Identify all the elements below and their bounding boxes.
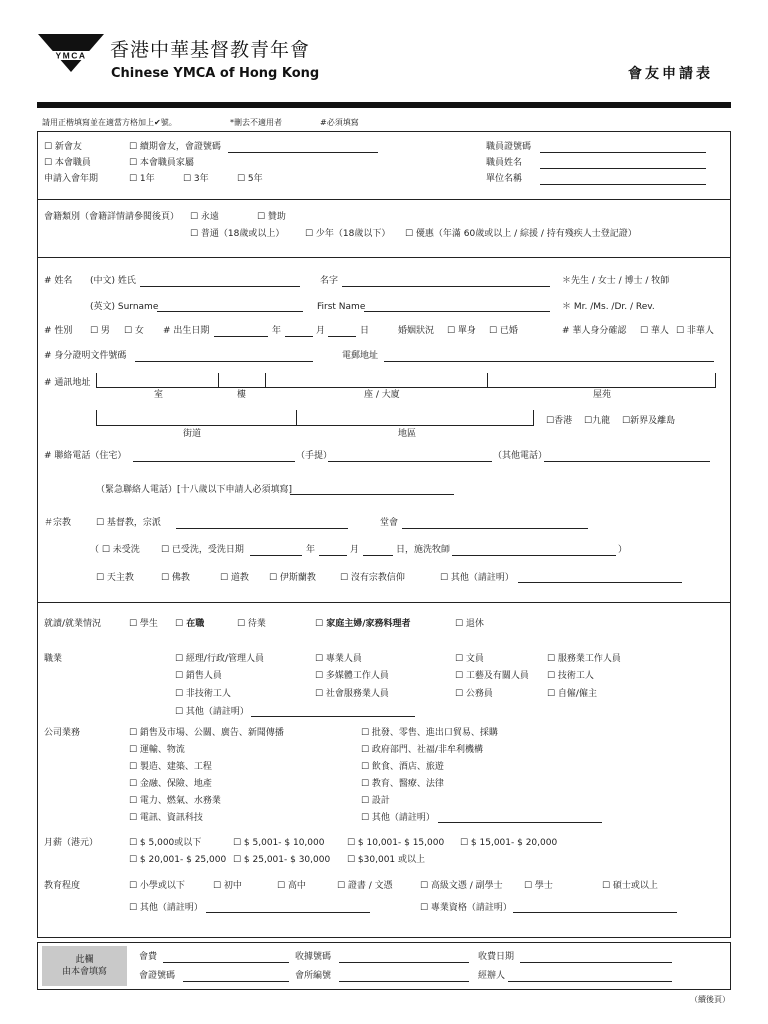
non-chinese-checkbox[interactable]: ☐ 非華人	[676, 326, 714, 336]
year3-checkbox[interactable]: ☐ 3年	[183, 174, 209, 184]
room-label: 室	[154, 390, 164, 400]
salary-option[interactable]: ☐ $ 25,001- $ 30,000	[233, 855, 331, 865]
given-name-cn-field[interactable]	[342, 286, 550, 287]
date-field[interactable]	[520, 962, 672, 963]
job-option[interactable]: ☐ 專業人員	[315, 654, 362, 664]
student-checkbox[interactable]: ☐ 學生	[129, 619, 158, 629]
section-divider	[37, 602, 731, 603]
staff-no-field[interactable]	[540, 152, 706, 153]
staff-name-field[interactable]	[540, 168, 706, 169]
married-checkbox[interactable]: ☐ 已婚	[489, 326, 518, 336]
business-option[interactable]: ☐ 飲食、酒店、旅遊	[361, 762, 444, 772]
org-name-cn: 香港中華基督教青年會	[110, 39, 311, 61]
address-line-2[interactable]	[96, 425, 534, 426]
education-option[interactable]: ☐ 學士	[524, 881, 553, 891]
business-other-checkbox[interactable]: ☐ 其他（請註明）	[361, 813, 435, 823]
continue-note: （續後頁）	[690, 995, 730, 1004]
christian-checkbox[interactable]: ☐ 基督教，宗派	[96, 518, 161, 528]
mobile-field[interactable]	[328, 461, 492, 462]
year5-checkbox[interactable]: ☐ 5年	[237, 174, 263, 184]
business-option[interactable]: ☐ 電力、燃氣、水務業	[129, 796, 221, 806]
emergency-label: （緊急聯絡人電話）[十八歲以下申請人必須填寫]	[96, 485, 293, 495]
office-use-label: 此欄 由本會填寫	[42, 946, 127, 986]
surname-en-field[interactable]	[157, 311, 303, 312]
business-option[interactable]: ☐ 設計	[361, 796, 390, 806]
islam-checkbox[interactable]: ☐ 伊斯蘭教	[269, 573, 316, 583]
education-label: 教育程度	[44, 881, 81, 891]
form-title: 會友申請表	[628, 66, 713, 82]
job-option[interactable]: ☐ 非技術工人	[175, 689, 231, 699]
normal-checkbox[interactable]: ☐ 普通（18歲或以上）	[190, 229, 285, 239]
dob-month-label: 月	[316, 326, 326, 336]
name-label: # 姓名	[44, 276, 73, 286]
salary-option[interactable]: ☐ $ 15,001- $ 20,000	[460, 838, 558, 848]
org-name-en: Chinese YMCA of Hong Kong	[111, 66, 320, 81]
surname-cn-field[interactable]	[140, 286, 300, 287]
baptism-day-label: 日，施洗牧師	[396, 545, 451, 555]
nt-checkbox[interactable]: ☐新界及離島	[622, 416, 676, 426]
male-checkbox[interactable]: ☐ 男	[90, 326, 110, 336]
centre-no-field[interactable]	[339, 981, 469, 982]
salary-label: 月薪（港元）	[44, 838, 99, 848]
business-option[interactable]: ☐ 金融、保險、地產	[129, 779, 212, 789]
dob-year-label: 年	[272, 326, 282, 336]
membership-years-label: 申請入會年期	[44, 174, 99, 184]
surname-en-label: (英文) Surname	[90, 302, 159, 312]
business-other-field[interactable]	[438, 822, 602, 823]
education-option[interactable]: ☐ 高級文憑 / 副學士	[420, 881, 503, 891]
education-option[interactable]: ☐ 初中	[213, 881, 242, 891]
unemployed-checkbox[interactable]: ☐ 待業	[237, 619, 266, 629]
ymca-logo	[38, 34, 104, 72]
sponsor-checkbox[interactable]: ☐ 贊助	[257, 212, 286, 222]
instruction-fill: 請用正楷填寫並在適當方格加上✔號。	[42, 118, 177, 127]
baptised-checkbox[interactable]: ☐ 已受洗，受洗日期	[161, 545, 244, 555]
svg-text:YMCA: YMCA	[55, 50, 87, 61]
pastor-field[interactable]	[452, 555, 616, 556]
salary-option[interactable]: ☐ $ 5,001- $ 10,000	[233, 838, 325, 848]
address-line-1[interactable]	[96, 387, 715, 388]
job-option[interactable]: ☐ 多媒體工作人員	[315, 671, 389, 681]
section-divider	[37, 199, 731, 200]
first-name-field[interactable]	[364, 311, 550, 312]
job-option[interactable]: ☐ 技術工人	[547, 671, 594, 681]
buddhism-checkbox[interactable]: ☐ 佛教	[161, 573, 190, 583]
street-label: 街道	[183, 429, 202, 439]
fee-label: 會費	[139, 952, 158, 962]
catholic-checkbox[interactable]: ☐ 天主教	[96, 573, 134, 583]
other-phone-label: （其他電話）	[493, 451, 548, 461]
female-checkbox[interactable]: ☐ 女	[124, 326, 144, 336]
given-name-cn-label: 名字	[320, 276, 339, 286]
renew-member-checkbox[interactable]: ☐ 續期會友，會證號碼	[129, 142, 221, 152]
new-member-checkbox[interactable]: ☐ 新會友	[44, 142, 82, 152]
unit-name-field[interactable]	[540, 184, 706, 185]
not-baptised-checkbox[interactable]: （ ☐ 未受洗	[90, 545, 140, 555]
business-option[interactable]: ☐ 教育、醫療、法律	[361, 779, 444, 789]
home-phone-field[interactable]	[133, 461, 295, 462]
business-option[interactable]: ☐ 銷售及市場、公關、廣告、新聞傳播	[129, 728, 284, 738]
baptism-day-field[interactable]	[363, 555, 393, 556]
education-other-checkbox[interactable]: ☐ 其他（請註明）	[129, 903, 203, 913]
paren-close: ）	[618, 545, 628, 555]
email-field[interactable]	[384, 361, 714, 362]
centre-no-label: 會所編號	[295, 971, 332, 981]
church-field[interactable]	[402, 528, 588, 529]
instruction-required: #必須填寫	[320, 118, 359, 127]
category-label: 會籍類別（會籍詳情請參閱後頁）	[44, 212, 180, 222]
receipt-label: 收據號碼	[295, 952, 332, 962]
baptism-year-field[interactable]	[250, 555, 302, 556]
dob-day-field[interactable]	[328, 336, 356, 337]
professional-field[interactable]	[513, 912, 677, 913]
job-option[interactable]: ☐ 銷售人員	[175, 671, 222, 681]
fee-field[interactable]	[163, 962, 289, 963]
salary-option[interactable]: ☐ $30,001 或以上	[347, 855, 426, 865]
denomination-field[interactable]	[176, 528, 348, 529]
job-option[interactable]: ☐ 工藝及有關人員	[455, 671, 529, 681]
permanent-checkbox[interactable]: ☐ 永遠	[190, 212, 219, 222]
job-other-field[interactable]	[251, 716, 415, 717]
card-number-field[interactable]	[228, 152, 378, 153]
hk-checkbox[interactable]: ☐香港	[546, 416, 573, 426]
date-label: 收費日期	[478, 952, 515, 962]
employed-checkbox[interactable]: ☐ 在職	[175, 619, 205, 629]
office-use-frame	[37, 942, 731, 990]
staff-checkbox[interactable]: ☐ 本會職員	[44, 158, 91, 168]
instruction-delete: *刪去不適用者	[230, 118, 282, 127]
concession-checkbox[interactable]: ☐ 優惠（年滿 60歲或以上 / 綜援 / 持有殘疾人士登記證）	[405, 229, 637, 239]
business-option[interactable]: ☐ 政府部門、社福/非牟利機構	[361, 745, 483, 755]
estate-label: 屋苑	[593, 390, 612, 400]
emergency-field[interactable]	[290, 494, 454, 495]
education-option[interactable]: ☐ 證書 / 文憑	[337, 881, 393, 891]
address-label: # 通訊地址	[44, 378, 91, 388]
id-label: # 身分證明文件號碼	[44, 351, 127, 361]
floor-label: 樓	[237, 390, 247, 400]
section-divider	[37, 257, 731, 258]
baptism-month-field[interactable]	[319, 555, 347, 556]
job-option[interactable]: ☐ 文員	[455, 654, 484, 664]
chinese-checkbox[interactable]: ☐ 華人	[640, 326, 669, 336]
unit-name-label: 單位名稱	[486, 174, 523, 184]
salary-option[interactable]: ☐ $ 20,001- $ 25,000	[129, 855, 227, 865]
dob-day-label: 日	[360, 326, 370, 336]
staff-no-label: 職員證號碼	[486, 142, 532, 152]
ethnic-label: # 華人身分確認	[562, 326, 627, 336]
baptism-year-label: 年	[306, 545, 316, 555]
first-name-label: First Name	[317, 302, 366, 312]
baptism-month-label: 月	[350, 545, 360, 555]
job-option[interactable]: ☐ 自僱/僱主	[547, 689, 597, 699]
business-label: 公司業務	[44, 728, 81, 738]
job-option[interactable]: ☐ 社會服務業人員	[315, 689, 389, 699]
receipt-field[interactable]	[339, 962, 469, 963]
education-option[interactable]: ☐ 小學或以下	[129, 881, 185, 891]
business-option[interactable]: ☐ 批發、零售、進出口貿易、採購	[361, 728, 498, 738]
year1-checkbox[interactable]: ☐ 1年	[129, 174, 155, 184]
email-label: 電郵地址	[342, 351, 379, 361]
single-checkbox[interactable]: ☐ 單身	[447, 326, 476, 336]
surname-cn-label: (中文) 姓氏	[90, 276, 136, 286]
retired-checkbox[interactable]: ☐ 退休	[455, 619, 484, 629]
dob-month-field[interactable]	[285, 336, 313, 337]
card-no-label: 會證號碼	[139, 971, 176, 981]
job-label: 職業	[44, 654, 63, 664]
sex-label: # 性別	[44, 326, 73, 336]
mobile-label: （手提）	[296, 451, 333, 461]
salary-option[interactable]: ☐ $ 10,001- $ 15,000	[347, 838, 445, 848]
dob-year-field[interactable]	[214, 336, 268, 337]
phone-label: # 聯絡電話（住宅）	[44, 451, 127, 461]
business-option[interactable]: ☐ 電訊、資訊科技	[129, 813, 203, 823]
district-label: 地區	[398, 429, 417, 439]
job-option[interactable]: ☐ 公務員	[455, 689, 493, 699]
youth-checkbox[interactable]: ☐ 少年（18歲以下）	[305, 229, 391, 239]
handler-label: 經辦人	[478, 971, 506, 981]
block-label: 座 / 大廈	[364, 390, 400, 400]
header-rule	[37, 102, 731, 108]
handler-field[interactable]	[508, 981, 672, 982]
id-field[interactable]	[135, 361, 313, 362]
marital-label: 婚姻狀況	[398, 326, 435, 336]
professional-checkbox[interactable]: ☐ 專業資格（請註明）	[420, 903, 512, 913]
card-no-field[interactable]	[183, 981, 289, 982]
business-option[interactable]: ☐ 製造、建築、工程	[129, 762, 212, 772]
homemaker-checkbox[interactable]: ☐ 家庭主婦/家務料理者	[315, 619, 411, 629]
job-option[interactable]: ☐ 服務業工作人員	[547, 654, 621, 664]
education-option[interactable]: ☐ 碩士或以上	[602, 881, 658, 891]
no-religion-checkbox[interactable]: ☐ 沒有宗教信仰	[340, 573, 405, 583]
staff-name-label: 職員姓名	[486, 158, 523, 168]
status-label: 就讀/就業情況	[44, 619, 102, 629]
title-cn-label: ＊先生 / 女士 / 博士 / 牧師	[562, 276, 670, 286]
education-option[interactable]: ☐ 高中	[277, 881, 306, 891]
salary-option[interactable]: ☐ $ 5,000或以下	[129, 838, 202, 848]
staff-family-checkbox[interactable]: ☐ 本會職員家屬	[129, 158, 194, 168]
title-en-label: ＊ Mr. /Ms. /Dr. / Rev.	[562, 302, 655, 312]
other-phone-field[interactable]	[544, 461, 710, 462]
job-other-checkbox[interactable]: ☐ 其他（請註明）	[175, 707, 249, 717]
church-label: 堂會	[380, 518, 399, 528]
taoism-checkbox[interactable]: ☐ 道教	[220, 573, 249, 583]
job-option[interactable]: ☐ 經理/行政/管理人員	[175, 654, 264, 664]
religion-other-field[interactable]	[518, 582, 682, 583]
education-other-field[interactable]	[206, 912, 370, 913]
religion-other-checkbox[interactable]: ☐ 其他（請註明）	[440, 573, 514, 583]
dob-label: # 出生日期	[163, 326, 210, 336]
religion-label: ＃宗教	[44, 518, 72, 528]
business-option[interactable]: ☐ 運輸、物流	[129, 745, 185, 755]
kln-checkbox[interactable]: ☐九龍	[584, 416, 611, 426]
